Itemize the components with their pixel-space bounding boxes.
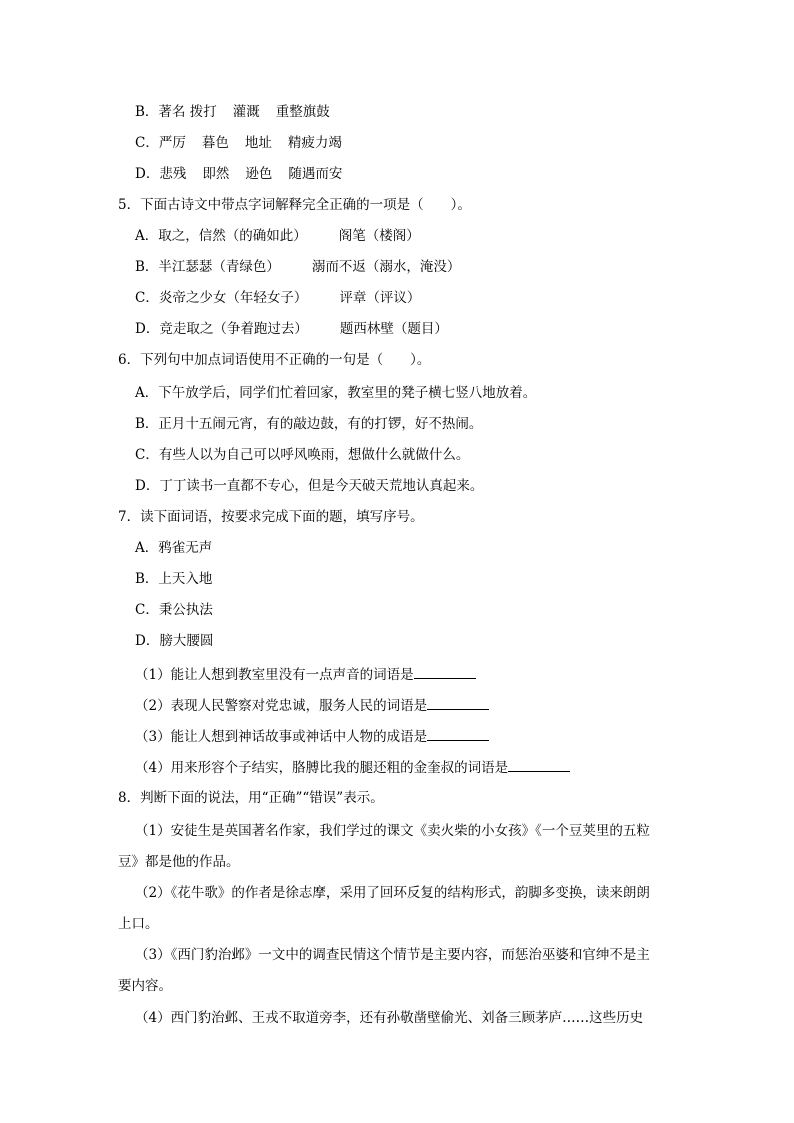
q7-stem: 7．读下面词语，按要求完成下面的题，填写序号。 [118,509,424,525]
option-part: 溺而不返（溺水，淹没） [311,259,461,275]
word: 即然 [202,166,230,182]
q5-stem: 5．下面古诗文中带点字词解释完全正确的一项是（ ）。 [118,197,471,213]
answer-blank[interactable] [427,695,489,710]
word: 著名 拨打 [158,104,217,120]
q8-line: （1）安徒生是英国著名作家，我们学过的课文《卖火柴的小女孩》《一个豆荚里的五粒 [135,823,650,839]
option-part: C．炎帝之少女（年轻女子） [135,290,308,306]
q7-option-a: A．鸦雀无声 [135,540,213,556]
q8-line: （4）西门豹治邺、王戎不取道旁李，还有孙敬凿壁偷光、刘备三顾茅庐……这些历史 [135,1010,644,1026]
q7-option-b: B．上天入地 [135,571,213,587]
q7-sub-4 [135,757,570,778]
sub-question-text: （3）能让人想到神话故事或神话中人物的成语是 [135,729,428,745]
q4-option-d [135,164,342,184]
option-part: 评章（评议） [339,290,421,306]
q4-option-c [135,133,342,153]
q8-line: （2）《花牛歌》的作者是徐志摩，采用了回环反复的结构形式，韵脚多变换，读来朗朗 [135,885,650,901]
sub-question-text: （4）用来形容个子结实，胳膊比我的腿还粗的金奎叔的词语是 [135,760,509,776]
q6-option-c: C．有些人以为自己可以呼风唤雨，想做什么就做什么。 [135,447,470,463]
q5-option-a [135,226,420,246]
word: 灌溉 [232,104,260,120]
option-label: B． [135,104,159,120]
q5-option-b [135,257,460,277]
q4-option-b [135,102,330,122]
q8-line: 上口。 [118,916,159,932]
word: 严厉 [158,135,186,151]
q6-option-a: A．下午放学后，同学们忙着回家，教室里的凳子横七竖八地放着。 [135,385,537,401]
q8-stem: 8．判断下面的说法，用“正确”“错误”表示。 [118,790,384,806]
word: 逊色 [245,166,273,182]
q7-sub-2 [135,695,489,716]
word: 暮色 [201,135,229,151]
answer-blank[interactable] [427,726,489,741]
q6-option-b: B．正月十五闹元宵，有的敲边鼓，有的打锣，好不热闹。 [135,416,483,432]
option-part: 题西林壁（题目） [339,321,448,337]
word: 随遇而安 [288,166,343,182]
word: 地址 [244,135,272,151]
option-part: B．半江瑟瑟（青绿色） [135,259,280,275]
word: 重整旗鼓 [275,104,330,120]
q6-option-d: D．丁丁读书一直都不专心，但是今天破天荒地认真起来。 [135,478,484,494]
option-part: D．竞走取之（争着跑过去） [135,321,308,337]
q8-line: （3）《西门豹治邺》一文中的调查民情这个情节是主要内容，而惩治巫婆和官绅不是主 [135,947,650,963]
option-part: A．取之，信然（的确如此） [135,228,307,244]
answer-blank[interactable] [414,664,476,679]
q5-option-d [135,319,448,339]
q8-line: 豆》都是他的作品。 [118,854,240,870]
option-part: 阁笔（楼阁） [338,228,420,244]
option-label: C． [135,135,159,151]
q5-option-c [135,288,420,308]
answer-blank[interactable] [508,757,570,772]
word: 悲残 [159,166,187,182]
q7-option-d: D．膀大腰圆 [135,633,214,649]
q7-sub-1 [135,664,476,685]
option-label: D． [135,166,160,182]
q8-line: 要内容。 [118,978,172,994]
q7-option-c: C．秉公执法 [135,602,213,618]
word: 精疲力竭 [287,135,342,151]
sub-question-text: （1）能让人想到教室里没有一点声音的词语是 [135,667,414,683]
q6-stem: 6．下列句中加点词语使用不正确的一句是（ ）。 [118,352,431,368]
sub-question-text: （2）表现人民警察对党忠诚，服务人民的词语是 [135,698,428,714]
q7-sub-3 [135,726,489,747]
